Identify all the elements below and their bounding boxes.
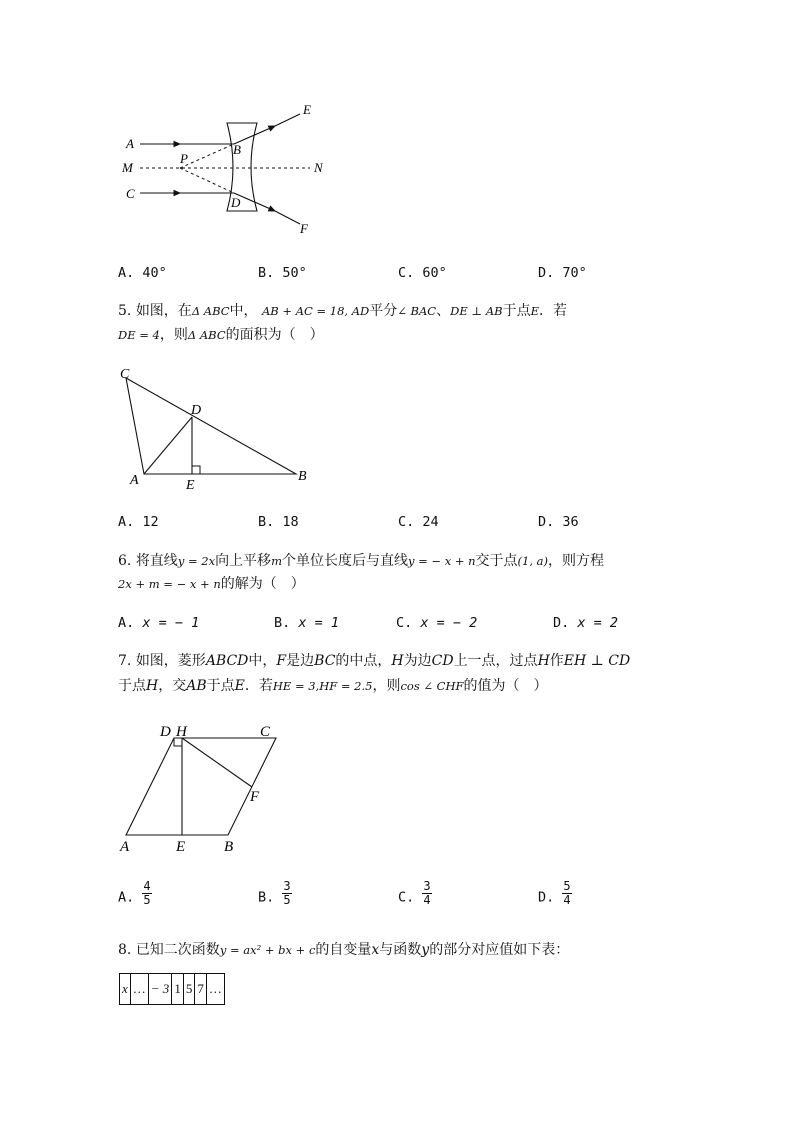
q7-rhombus-figure bbox=[112, 715, 292, 860]
label-N: N bbox=[314, 160, 323, 175]
q5-option-a[interactable]: A. 12 bbox=[118, 514, 159, 530]
label-E: E bbox=[186, 478, 195, 492]
label-D: D bbox=[191, 403, 202, 418]
label-C: C bbox=[126, 186, 135, 201]
q8-line1: 8. 已知二次函数y = ax² + bx + c的自变量x与函数y的部分对应值如下表： bbox=[118, 942, 570, 958]
table-cell: x bbox=[120, 974, 131, 1005]
frac-num: 3 bbox=[283, 879, 291, 893]
q4-option-d[interactable]: D. 70° bbox=[538, 265, 587, 281]
frac-num: 3 bbox=[423, 879, 431, 893]
label-A: A bbox=[126, 136, 134, 151]
q7-option-a[interactable]: A. $\frac{4}{5}$ bbox=[118, 879, 151, 907]
q5-option-b[interactable]: B. 18 bbox=[258, 514, 299, 530]
frac-num: 5 bbox=[563, 879, 571, 893]
label-D: D bbox=[160, 724, 171, 740]
label-M: M bbox=[122, 160, 133, 175]
q4-option-a[interactable]: A. 40° bbox=[118, 265, 167, 281]
q7-option-b[interactable]: B. $\frac{3}{5}$ bbox=[258, 879, 291, 907]
label-A: A bbox=[120, 839, 130, 855]
q6-option-c[interactable]: C. x = − 2 bbox=[396, 615, 478, 631]
q5-option-d[interactable]: D. 36 bbox=[538, 514, 579, 530]
q5-line1: 5. 如图，在Δ ABC中， AB + AC = 18, AD平分∠ BAC、DE ⊥ AB于点E．若 bbox=[118, 303, 567, 319]
q5-triangle-figure bbox=[112, 362, 322, 492]
q4-option-b[interactable]: B. 50° bbox=[258, 265, 307, 281]
q7-line1: 7. 如图，菱形ABCD中，F是边BC的中点，H为边CD上一点，过点H作EH ⊥ CD bbox=[118, 653, 631, 669]
label-C: C bbox=[120, 367, 130, 382]
q6-line1: 6. 将直线y = 2x向上平移m个单位长度后与直线y = − x + n交于点(1, a)，则方程 bbox=[118, 553, 605, 569]
label-B: B bbox=[233, 142, 241, 157]
frac-den: 5 bbox=[143, 893, 151, 907]
q5-line2: DE = 4，则Δ ABC的面积为（ ） bbox=[118, 327, 324, 343]
label-F: F bbox=[250, 789, 260, 805]
table-cell: − 3 bbox=[148, 974, 172, 1005]
label-E: E bbox=[176, 839, 186, 855]
frac-num: 4 bbox=[143, 879, 151, 893]
label-F: F bbox=[300, 221, 308, 236]
table-cell: 5 bbox=[183, 974, 195, 1005]
q4-lens-figure bbox=[110, 95, 350, 245]
label-B: B bbox=[224, 839, 234, 855]
q8-value-table bbox=[119, 973, 225, 1005]
q6-option-b[interactable]: B. x = 1 bbox=[274, 615, 340, 631]
q7-option-d[interactable]: D. $\frac{5}{4}$ bbox=[538, 879, 571, 907]
table-row bbox=[120, 974, 225, 1005]
table-cell: 7 bbox=[195, 974, 207, 1005]
label-H: H bbox=[176, 724, 187, 740]
label-E: E bbox=[303, 102, 311, 117]
label-D: D bbox=[231, 195, 241, 210]
q4-option-c[interactable]: C. 60° bbox=[398, 265, 447, 281]
q7-line2: 于点H，交AB于点E．若HE = 3,HF = 2.5，则cos ∠ CHF的值为（ ） bbox=[118, 678, 548, 694]
frac-den: 5 bbox=[283, 893, 291, 907]
frac-den: 4 bbox=[563, 893, 571, 907]
label-B: B bbox=[298, 469, 307, 484]
q7-option-c[interactable]: C. $\frac{3}{4}$ bbox=[398, 879, 431, 907]
q6-option-d[interactable]: D. x = 2 bbox=[553, 615, 619, 631]
table-cell: … bbox=[130, 974, 148, 1005]
q6-option-a[interactable]: A. x = − 1 bbox=[118, 615, 200, 631]
frac-den: 4 bbox=[423, 893, 431, 907]
q6-line2: 2x + m = − x + n的解为（ ） bbox=[118, 576, 305, 592]
label-A: A bbox=[130, 473, 139, 488]
table-cell: 1 bbox=[172, 974, 184, 1005]
label-C: C bbox=[260, 724, 271, 740]
table-cell: … bbox=[206, 974, 224, 1005]
q5-option-c[interactable]: C. 24 bbox=[398, 514, 439, 530]
label-P: P bbox=[180, 151, 188, 166]
